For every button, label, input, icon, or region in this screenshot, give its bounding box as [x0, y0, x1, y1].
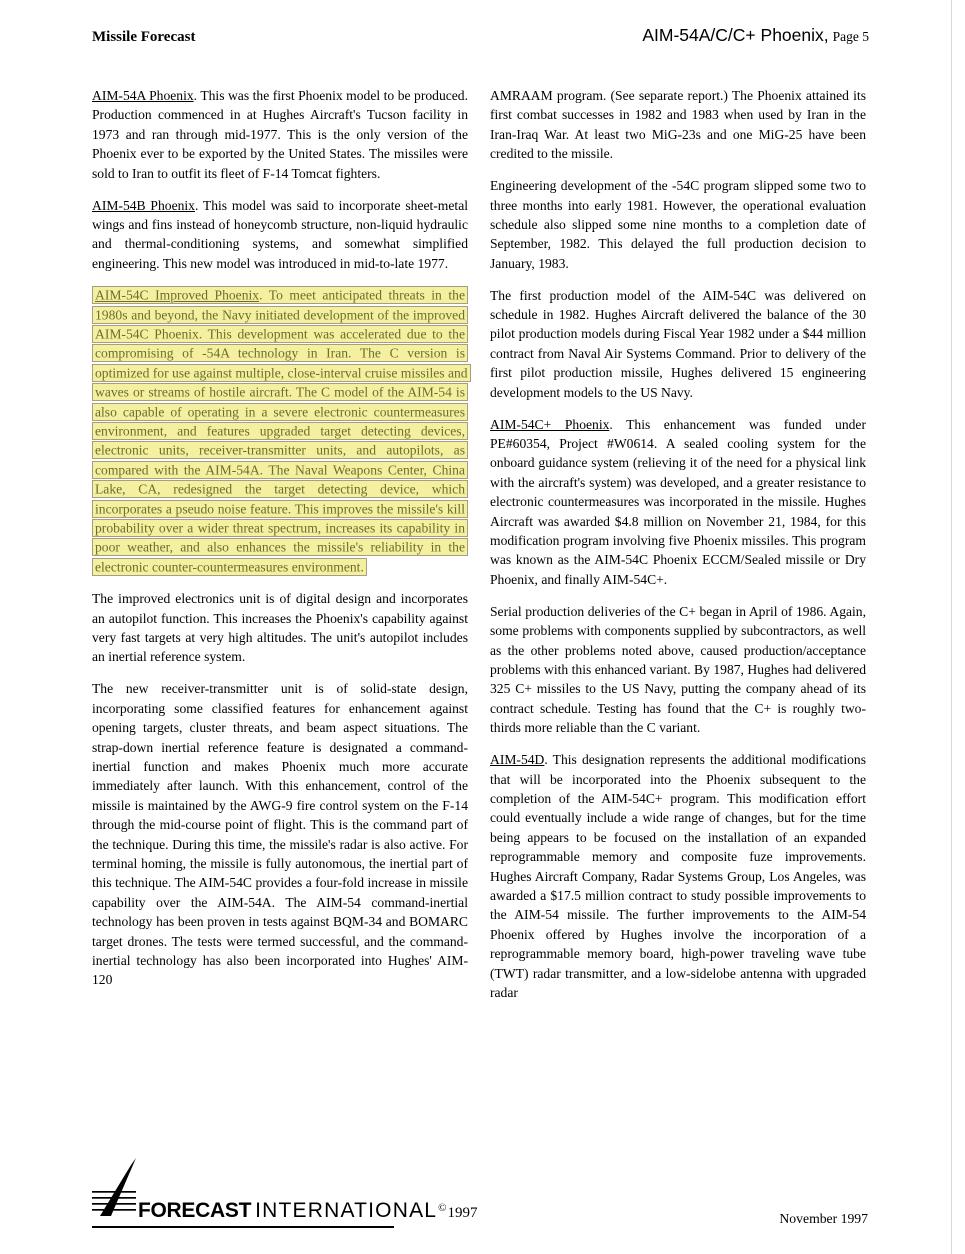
paragraph-receiver-transmitter — [92, 679, 468, 990]
report-title: AIM-54A/C/C+ Phoenix, — [642, 25, 829, 45]
paragraph-text: The new receiver-transmitter unit is of solid-state design, incorporating some classified features for enhancement against opening targets, cluster threats, and beam aspect situations. The strap-down inertial reference feature is designated a command-inertial function and makes Phoenix much more accurate immediately after launch. With this enhancement, control of the missile is maintained by the AWG-9 fire control system on the F-14 through the mid-course point of flight. This is the command part of the technique. During this time, the missile's radar is also active. For terminal homing, the missile is fully autonomous, the inertial part of this technique. The AIM-54C provides a four-fold increase in missile capability over the AIM-54A. The AIM-54 command-inertial technology has been proven in tests against BQM-34 and BOMARC target drones. The tests were termed successful, and the command-inertial technology has also been incorporated into Hughes' AIM-120 — [92, 681, 468, 988]
paragraph-text: . To meet anticipated threats in the 1980s and beyond, the Navy initiated development of the improved AIM-54C Phoenix. This development was accelerated due to the compromising of -54A technology in Iran. The C version is optimized for use against multiple, close-interval cruise missiles and waves or streams of hostile aircraft. The C model of the AIM-54 is also capable of operating in a severe electronic countermeasures environment, and features upgraded target detecting devices, electronic units, receiver-transmitter units, and autopilots, as compared with the AIM-54A. The Naval Weapons Center, China Lake, CA, redesigned the target detecting device, which incorporates a pseudo noise feature. This improves the missile's kill probability over a wider threat spectrum, increases its capability in poor weather, and also enhances the missile's reliability in the electronic counter-countermeasures environment. — [95, 287, 468, 575]
paragraph-text: The improved electronics unit is of digital design and incorporates an autopilot function. This increases the Phoenix's capability against very fast targets at very high altitudes. The unit's autopilot includes an inertial reference system. — [92, 591, 468, 665]
paragraph-amraam — [490, 86, 866, 164]
paragraph-text: The first production model of the AIM-54C was delivered on schedule in 1982. Hughes Aircraft delivered the balance of the 30 pilot production models during Fiscal Year 1982 under a $44 million contract from Naval Air Systems Command. Prior to delivery of the first pilot production missile, Hughes delivered 15 engineering development models to the US Navy. — [490, 287, 866, 400]
paragraph-electronics-unit — [92, 589, 468, 667]
paragraph-text: AMRAAM program. (See separate report.) The Phoenix attained its first combat successes in 1982 and 1983 when used by Iran in the Iran-Iraq War. At least two MiG-23s and one MiG-25 have been credited to the missile. — [490, 88, 866, 162]
paragraph-aim54a — [92, 86, 468, 183]
paragraph-aim54b — [92, 196, 468, 274]
paragraph-aim54c-highlighted — [92, 286, 468, 577]
paragraph-aim54d — [490, 750, 866, 1002]
logo-year: 1997 — [447, 1205, 478, 1221]
left-column — [92, 86, 468, 1002]
paragraph-text: Engineering development of the -54C program slipped some two to three months into early 1981. However, the operational evaluation schedule also slipped some nine months to a completion date of September, 1982. This delayed the full production decision to January, 1983. — [490, 178, 866, 271]
paragraph-first-production — [490, 286, 866, 402]
paragraph-lead: AIM-54C+ Phoenix — [490, 416, 610, 432]
paragraph-text: . This enhancement was funded under PE#60354, Project #W0614. A sealed cooling system for the onboard guidance system (relieving it of the need for a physical link with the aircraft's system) was developed, and a greater resistance to electronic countermeasures was incorporated in the missile. Hughes Aircraft was awarded $4.8 million on November 21, 1984, for this modification program involving five Phoenix missiles. This program was known as the AIM-54C Phoenix ECCM/Sealed missile or Dry Phoenix, and finally AIM-54C+. — [490, 416, 866, 587]
logo-forecast-text: FORECAST — [138, 1199, 252, 1222]
copyright-symbol: © — [438, 1201, 447, 1214]
missile-spike-icon — [92, 1158, 140, 1222]
page-header-right — [642, 25, 869, 46]
report-series-title: Missile Forecast — [92, 29, 196, 45]
paragraph-lead: AIM-54D — [490, 752, 545, 768]
paragraph-engineering-development — [490, 176, 866, 273]
page-edge-line — [951, 0, 952, 1254]
forecast-international-logo — [92, 1160, 478, 1228]
logo-underline — [92, 1226, 394, 1229]
paragraph-text: Serial production deliveries of the C+ began in April of 1986. Again, some problems with components supplied by subcontractors, as well as the other problems noted above, caused production/acceptance problems with this enhanced variant. By 1987, Hughes had delivered 325 C+ missiles to the US Navy, putting the company ahead of its contract schedule. Testing has found that the C+ is roughly two-thirds more reliable than the C variant. — [490, 603, 866, 736]
paragraph-lead: AIM-54A Phoenix — [92, 88, 194, 103]
right-column — [490, 86, 866, 1015]
paragraph-text: . This was the first Phoenix model to be produced. Production commenced in at Hughes Aircraft's Tucson facility in 1973 and ran through mid-1977. This is the only version of the Phoenix ever to be exported by the United States. The missiles were sold to Iran to outfit its fleet of F-14 Tomcat fighters. — [92, 88, 468, 181]
paragraph-serial-production — [490, 602, 866, 738]
logo-international-text: INTERNATIONAL — [255, 1199, 438, 1222]
footer-date: November 1997 — [779, 1211, 868, 1226]
paragraph-lead: AIM-54C Improved Phoenix — [95, 287, 260, 303]
paragraph-text: . This designation represents the additional modifications that will be incorporated into the Phoenix subsequent to the completion of the AIM-54C+ program. This modification effort could eventually include a wide range of changes, but for the time being appears to be focused on the installation of an expanded reprogrammable memory and composite fuze improvements. Hughes Aircraft Company, Radar Systems Group, Los Angeles, was awarded a $17.5 million contract to study possible improvements to the AIM-54 missile. The further improvements to the AIM-54 Phoenix offered by Hughes involve the incorporation of a reprogrammable memory board, high-power traveling wave tube (TWT) radar transmitter, and a low-sidelobe antenna with upgraded radar — [490, 752, 866, 1000]
logo-wordmark — [138, 1199, 478, 1223]
paragraph-lead: AIM-54B Phoenix — [92, 197, 195, 213]
highlighted-passage — [92, 286, 471, 576]
paragraph-aim54c-plus — [490, 415, 866, 590]
page-number: Page 5 — [832, 29, 869, 44]
paragraph-text: . This model was said to incorporate sheet-metal wings and fins instead of honeycomb structure, non-liquid hydraulic and thermal-conditioning systems, and somewhat simplified engineering. This new model was introduced in mid-to-late 1977. — [92, 197, 469, 271]
